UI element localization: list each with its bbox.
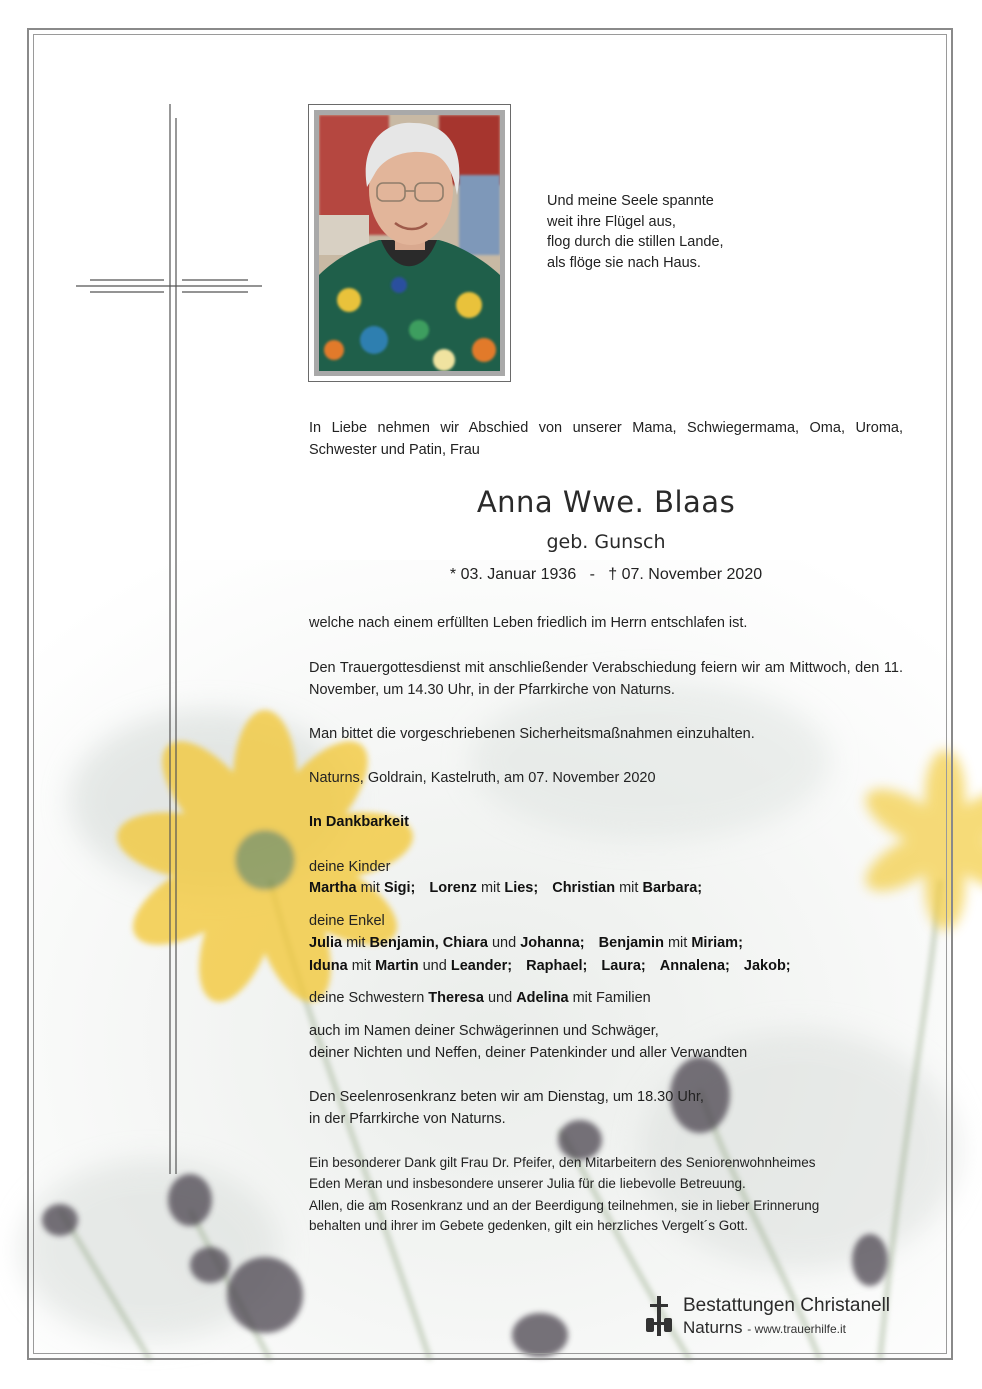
company-location (683, 1318, 846, 1338)
children-heading: deine Kinder (309, 859, 391, 875)
partner-name: Lies; (504, 880, 539, 896)
children-line (309, 877, 903, 899)
company-url: - www.trauerhilfe.it (747, 1322, 846, 1336)
rosary-line: Den Seelenrosenkranz beten wir am Dienstag, um 18.30 Uhr, (309, 1089, 704, 1105)
grandchildren-line-1 (309, 932, 903, 954)
birth-date: * 03. Januar 1936 (449, 566, 577, 583)
connector: mit (360, 880, 380, 896)
grandchild-name: Benjamin (598, 935, 664, 951)
partner-name: Barbara; (642, 880, 703, 896)
grandchild-name: Jakob; (743, 958, 791, 974)
cross-icon (76, 104, 266, 1174)
peaceful-text: welche nach einem erfüllten Leben friedlich im Herrn entschlafen ist. (309, 615, 748, 631)
gratitude-heading-wrap (309, 811, 903, 833)
gratitude-heading: In Dankbarkeit (309, 814, 409, 830)
grandchild-name: Laura; (601, 958, 646, 974)
partner-name: Benjamin, (369, 935, 439, 951)
connector: mit (619, 880, 639, 896)
connector: und (422, 958, 447, 974)
grandchild-name: Raphael; (526, 958, 588, 974)
grandchild-name: Annalena; (659, 958, 730, 974)
quote-line: flog durch die stillen Lande, (547, 234, 724, 250)
partner-name: Miriam; (691, 935, 743, 951)
thanks-line: behalten und ihrer im Gebete gedenken, gilt ein herzliches Vergelt´s Gott. (309, 1218, 749, 1233)
portrait-image (319, 115, 500, 371)
relatives-line: deiner Nichten und Neffen, deiner Patenkinder und aller Verwandten (309, 1045, 748, 1061)
grandchild-name: Julia (309, 935, 343, 951)
thanks-block (309, 1152, 903, 1235)
partner-name: Martin (375, 958, 419, 974)
company-name: Bestattungen Christanell (683, 1295, 891, 1316)
connector: mit (351, 958, 372, 974)
siblings-prefix: deine Schwestern (309, 990, 425, 1006)
quote-line: als flöge sie nach Haus. (547, 254, 701, 271)
safety-text: Man bittet die vorgeschriebenen Sicherheitsmaßnahmen einzuhalten. (309, 726, 755, 742)
funeral-text: Den Trauergottesdienst mit anschließender Verabschiedung feiern wir am Mittwoch, den 11. November, um 14.30 Uhr, in der Pfarrkirche von Naturns. (309, 660, 903, 698)
birth-name: geb. Gunsch (546, 531, 666, 553)
thanks-line: Allen, die am Rosenkranz und an der Beerdigung teilnehmen, sie in lieber Erinnerung (309, 1197, 820, 1213)
thanks-line: Ein besonderer Dank gilt Frau Dr. Pfeifer, den Mitarbeitern des Seniorenwohnheimes (309, 1155, 816, 1170)
sibling-name: Adelina (516, 990, 569, 1006)
quote-line: weit ihre Flügel aus, (547, 213, 676, 230)
quote-line: Und meine Seele spannte (547, 193, 714, 209)
place-date: Naturns, Goldrain, Kastelruth, am 07. November 2020 (309, 770, 656, 786)
deceased-name: Anna Wwe. Blaas (476, 485, 736, 519)
poem-quote (547, 191, 807, 273)
life-dates (309, 566, 903, 584)
death-date: † 07. November 2020 (608, 566, 763, 583)
company-town: Naturns (683, 1318, 743, 1337)
funeral-home-logo-icon (644, 1296, 674, 1336)
siblings-suffix: mit Familien (572, 990, 651, 1006)
grandchild-name: Johanna; (520, 935, 585, 951)
grandchild-name: Iduna (309, 958, 348, 974)
date-separator: - (589, 566, 595, 583)
intro-text: In Liebe nehmen wir Abschied von unserer Mama, Schwiegermama, Oma, Uroma, Schwester und Patin, Frau (309, 420, 903, 458)
connector: und (487, 990, 513, 1006)
connector: und (491, 935, 517, 951)
connector: mit (346, 935, 366, 951)
partner-name: Sigi; (383, 880, 416, 896)
connector: mit (480, 880, 501, 896)
relatives-line: auch im Namen deiner Schwägerinnen und Schwäger, (309, 1023, 659, 1039)
grandchild-name: Chiara (442, 935, 488, 951)
grandchild-name: Leander; (450, 958, 513, 974)
child-name: Christian (552, 880, 616, 896)
child-name: Lorenz (429, 880, 477, 896)
siblings-line (309, 987, 903, 1009)
grandchildren-heading: deine Enkel (309, 913, 385, 929)
connector: mit (667, 935, 688, 951)
rosary-line: in der Pfarrkirche von Naturns. (309, 1111, 506, 1127)
thanks-line: Eden Meran und insbesondere unserer Julia für die liebevolle Betreuung. (309, 1175, 746, 1191)
grandchildren-line-2 (309, 955, 903, 977)
sibling-name: Theresa (428, 990, 484, 1006)
child-name: Martha (309, 880, 357, 896)
portrait-photo (308, 104, 511, 382)
